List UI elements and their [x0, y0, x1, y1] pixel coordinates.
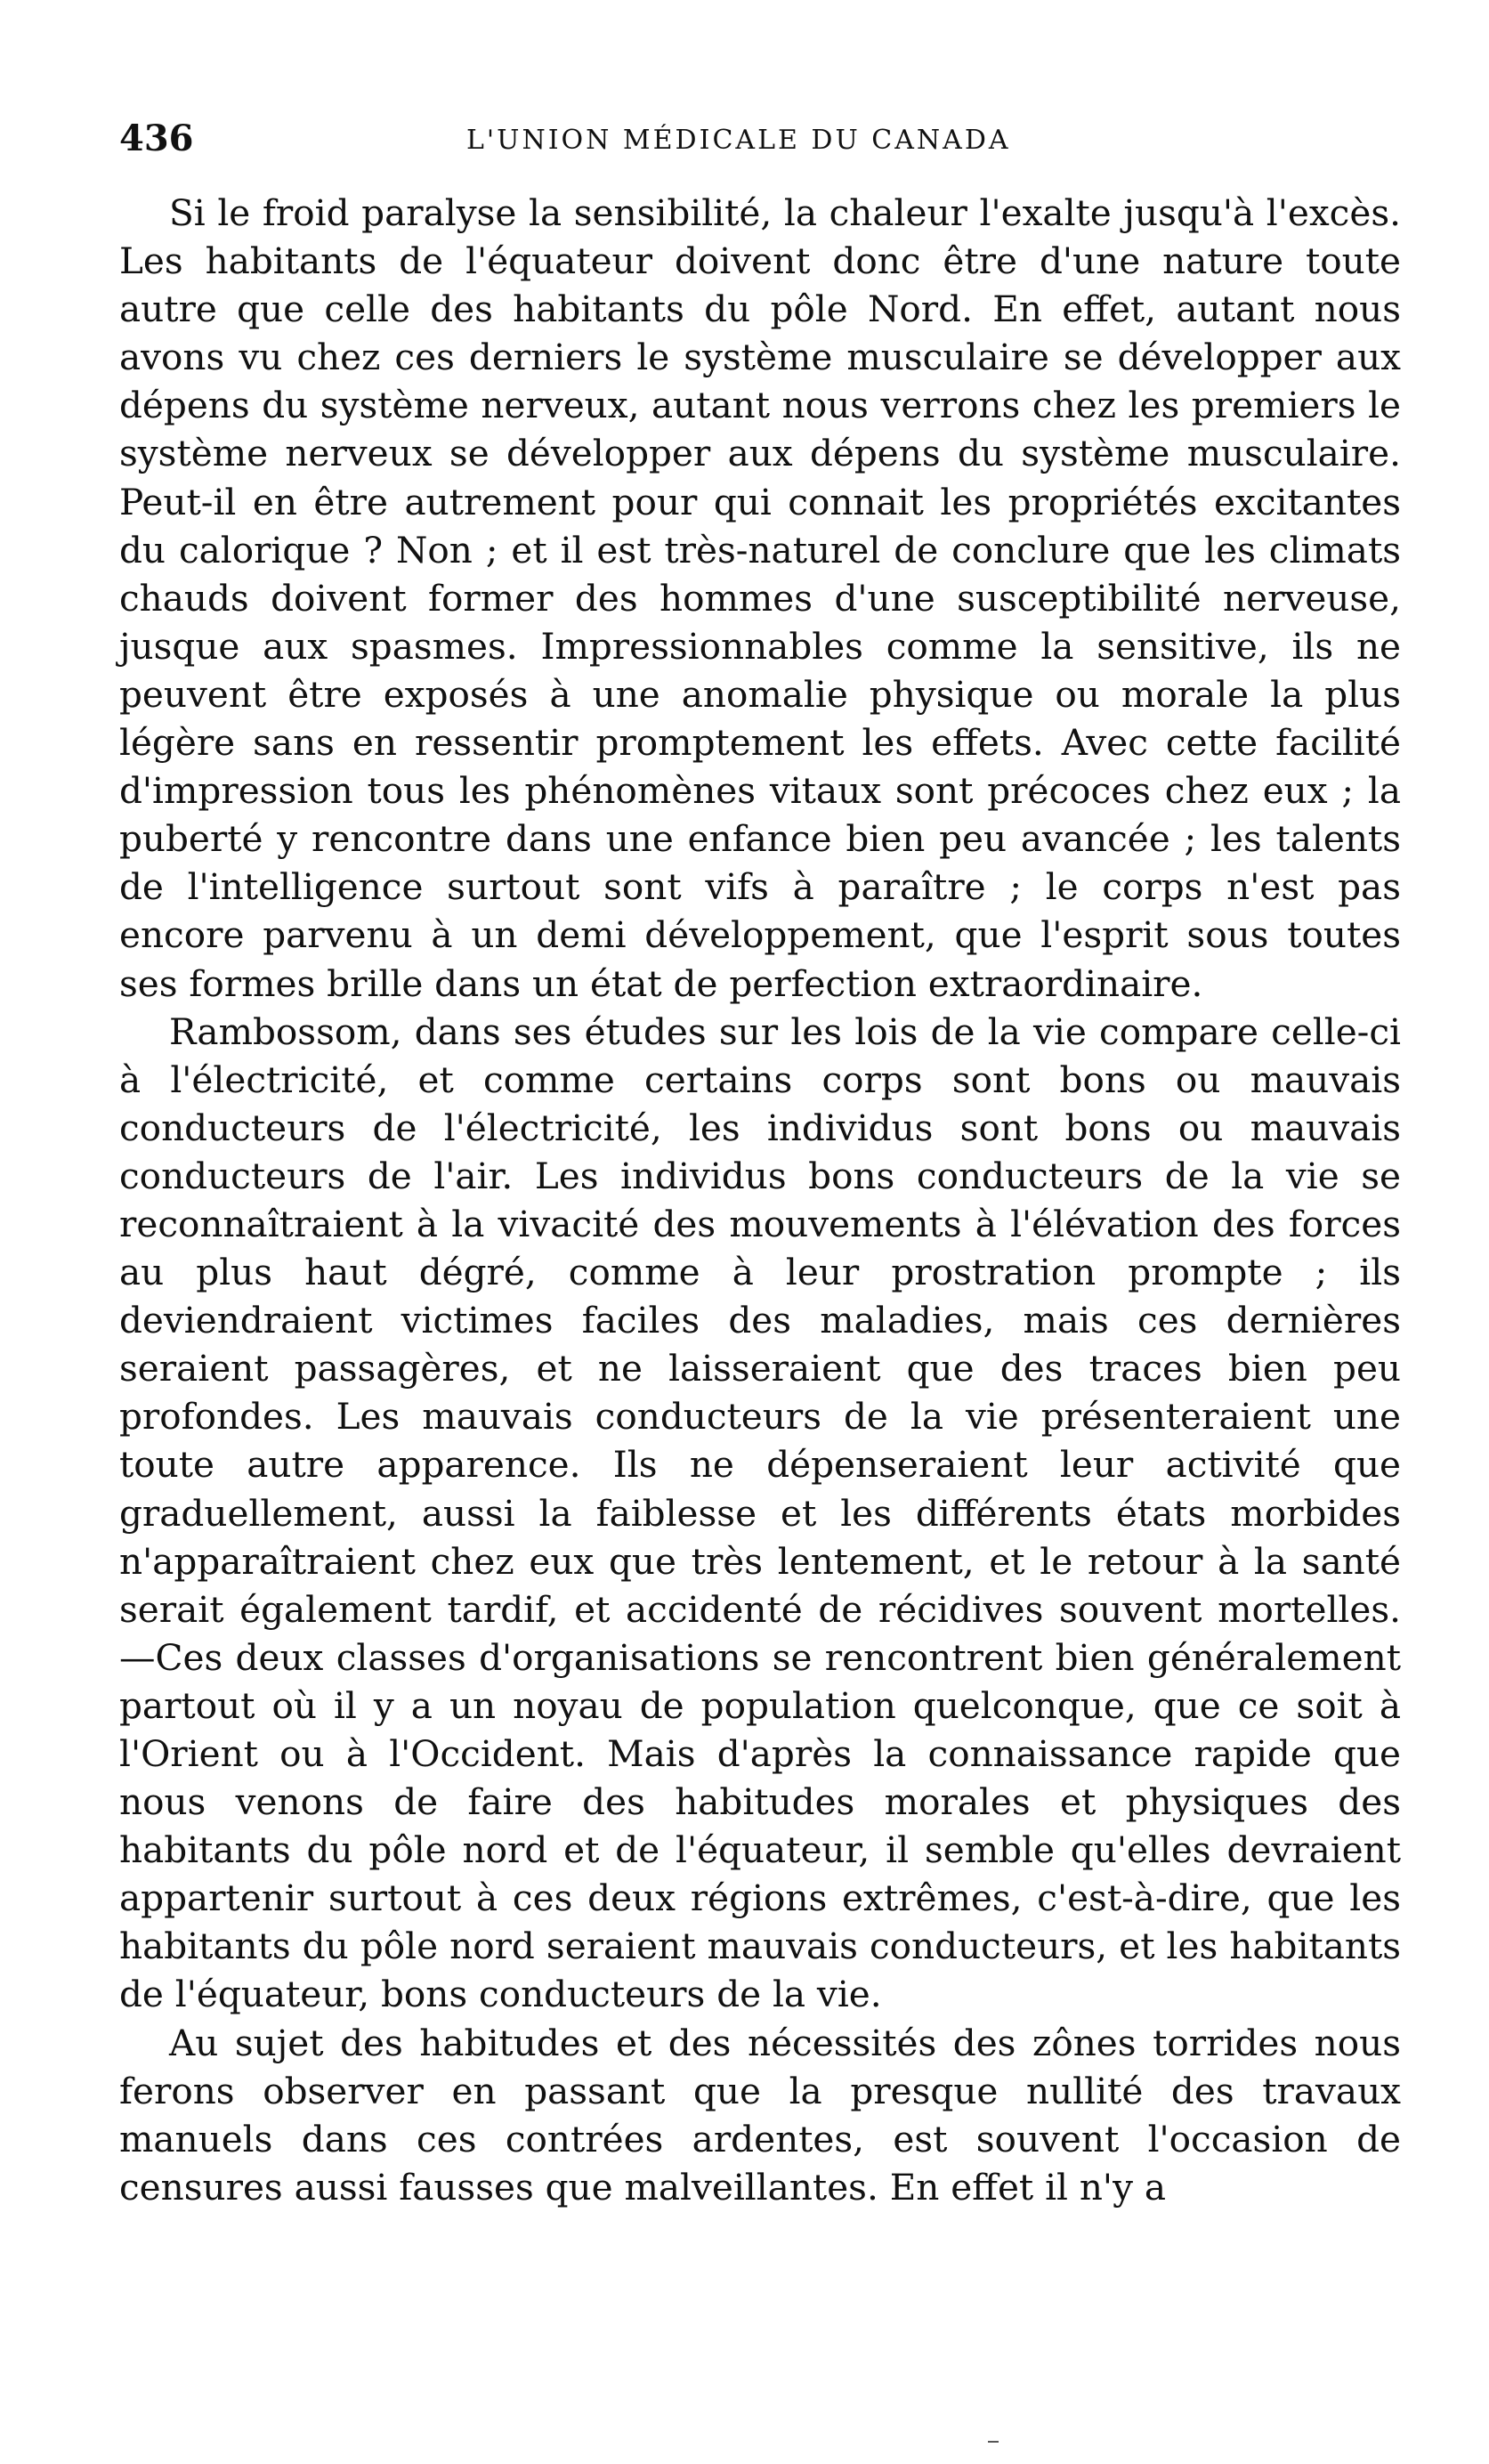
page-header	[119, 114, 1401, 167]
print-mark	[988, 2441, 999, 2443]
paragraph: Au sujet des habitudes et des nécessités des zônes torrides nous ferons observer en passant que la presque nullité des travaux manuels dans ces contrées ardentes, est souvent l'occasion de censures aussi fausses que malveillantes. En effet il n'y a	[119, 2021, 1401, 2209]
running-title: L'UNION MÉDICALE DU CANADA	[466, 125, 1011, 156]
paragraph: Rambossom, dans ses études sur les lois de la vie compare celle-ci à l'électricité, et comme certains corps sont bons ou mauvais conducteurs de l'électricité, les individus sont bons ou mauvais conducteurs de l'air. Les individus bons conducteurs de la vie se reconnaîtraient à la vivacité des mouvements à l'élévation des forces au plus haut dégré, comme à leur prostration prompte ; ils deviendraient victimes faciles des maladies, mais ces dernières seraient passagères, et ne laisseraient que des traces bien peu profondes. Les mauvais conducteurs de la vie présenteraient une toute autre apparence. Ils ne dépenseraient leur activité que graduellement, aussi la faiblesse et les différents états morbides n'apparaîtraient chez eux que très lentement, et le retour à la santé serait également tardif, et accidenté de récidives souvent mortelles.—Ces deux classes d'organisations se rencontrent bien généralement partout où il y a un noyau de population quelconque, que ce soit à l'Orient ou à l'Occident. Mais d'après la connaissance rapide que nous venons de faire des habitudes morales et physiques des habitants du pôle nord et de l'équateur, il semble qu'elles devraient appartenir surtout à ces deux régions extrêmes, c'est-à-dire, que les habitants du pôle nord seraient mauvais conducteurs, et les habitants de l'équateur, bons conducteurs de la vie.	[119, 1009, 1401, 2016]
page-number: 436	[119, 118, 194, 159]
body-text	[119, 189, 1401, 2211]
paragraph: Si le froid paralyse la sensibilité, la chaleur l'exalte jusqu'à l'excès. Les habitants de l'équateur doivent donc être d'une nature toute autre que celle des habitants du pôle Nord. En effet, autant nous avons vu chez ces derniers le système musculaire se développer aux dépens du système nerveux, autant nous verrons chez les premiers le système nerveux se développer aux dépens du système musculaire. Peut-il en être autrement pour qui connait les propriétés excitantes du calorique ? Non ; et il est très-naturel de conclure que les climats chauds doivent former des hommes d'une susceptibilité nerveuse, jusque aux spasmes. Impressionnables comme la sensitive, ils ne peuvent être exposés à une anomalie physique ou morale la plus légère sans en ressentir promptement les effets. Avec cette facilité d'impression tous les phénomènes vitaux sont précoces chez eux ; la puberté y rencontre dans une enfance bien peu avancée ; les talents de l'intelligence surtout sont vifs à paraître ; le corps n'est pas encore parvenu à un demi développement, que l'esprit sous toutes ses formes brille dans un état de perfection extraordinaire.	[119, 191, 1401, 1005]
